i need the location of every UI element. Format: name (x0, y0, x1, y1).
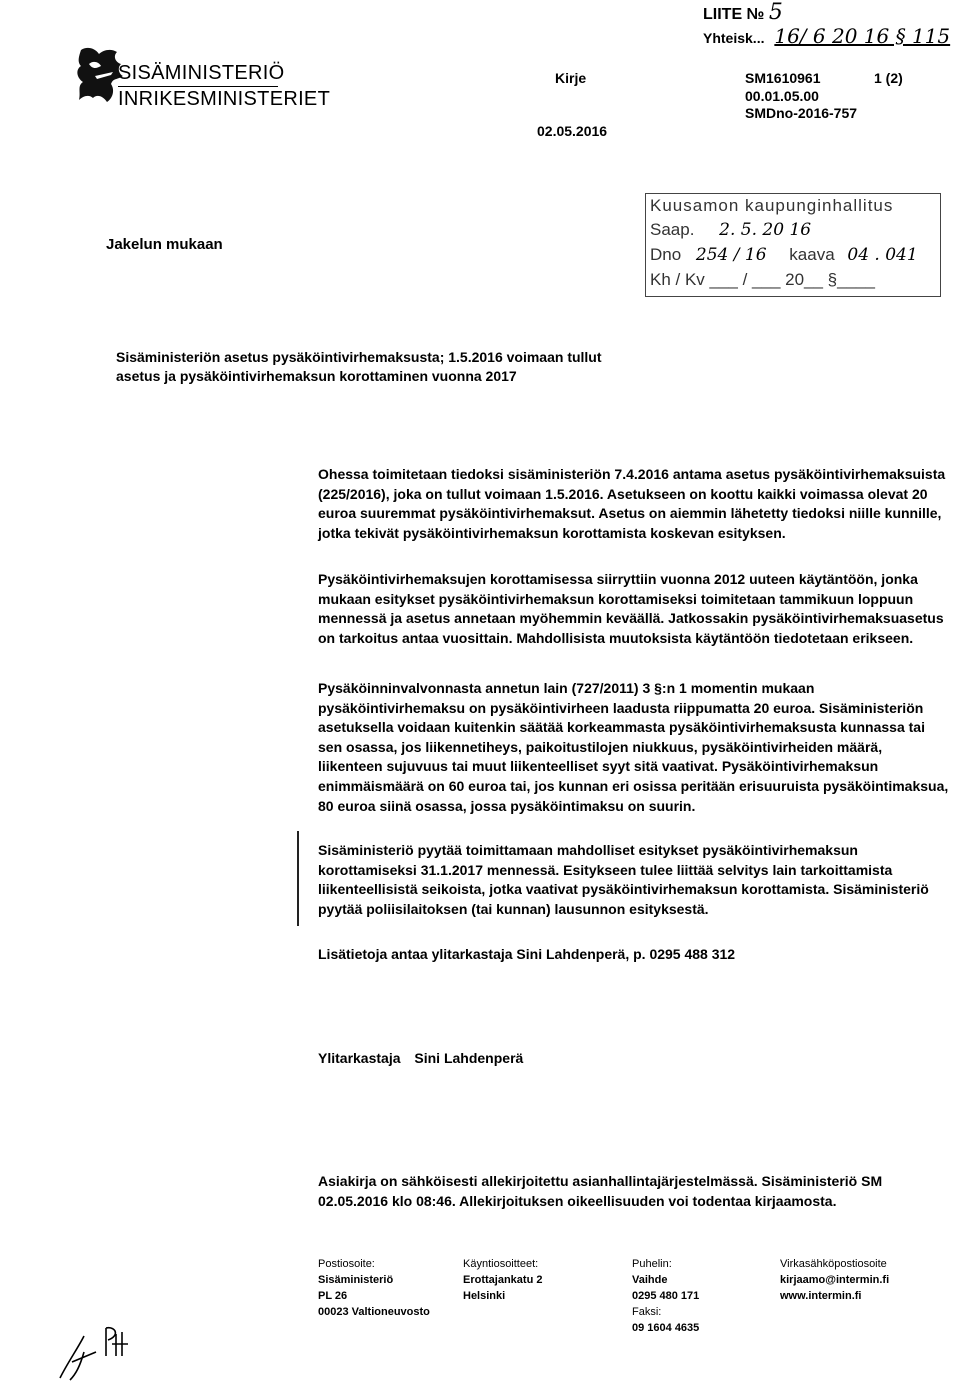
document-type: Kirje (555, 70, 587, 86)
stamp-dno-label: Dno (650, 245, 682, 264)
stamp-line-decision: Kh / Kv ___ / ___ 20__ §____ (650, 270, 875, 289)
liite-number: 5 (768, 0, 783, 25)
footer-email (780, 1256, 889, 1304)
footer-website: www.intermin.fi (780, 1290, 862, 1302)
subject-line-1: Sisäministeriön asetus pysäköintivirhemaksusta; 1.5.2016 voimaan tullut (116, 349, 602, 365)
footer-visiting-label: Käyntiosoitteet: (463, 1258, 539, 1270)
paragraph-3: Pysäköinninvalvonnasta annetun lain (727/2011) 3 §:n 1 momentin mukaan pysäköintivirhemaksu on pysäköintivirheen laadusta riippumatta 20 euroa. Sisäministeriön asetuksella voidaan kuitenkin säätää korkeammasta pysäköintivirhemaksusta kunnassa tai sen osassa, jos liikennetiheys, paikoitustilojen niukkuus, pysäköintivirheiden määrä, liikenteen sujuvuus tai muut liikenteelliset syyt sitä vaativat. Pysäköintivirhemaksun enimmäismäärä on 60 euroa tai, jos kunnan eri osissa peritään erisuuruista pysäköintimaksua, 80 euroa siinä osassa, jossa pysäköintimaksu on suurin. (318, 680, 949, 814)
footer-postal-address (318, 1256, 430, 1320)
signature-block (318, 1050, 523, 1066)
footer-visiting-address (463, 1256, 542, 1304)
handwritten-initials-icon (50, 1322, 150, 1382)
page-count: 1 (2) (874, 70, 903, 86)
liite-stamp (703, 0, 783, 25)
meeting-reference (703, 24, 950, 48)
paragraph-4: Sisäministeriö pyytää toimittamaan mahdolliset esitykset pysäköintivirhemaksun korottamiseksi 31.1.2017 mennessä. Esitykseen tulee liittää selvitys lain tarkoittamista liikenteellisistä seikoista, jotka vaativat pysäköintivirhemaksun korottamista. Sisäministeriö pyytää poliisilaitoksen (tai kunnan) lausunnon esityksestä. (318, 842, 929, 917)
paragraph-2: Pysäköintivirhemaksujen korottamisessa siirryttiin vuonna 2012 uuteen käytäntöön, jonka mukaan esitykset pysäköintivirhemaksun korottamiseksi toimitetaan tammikuun loppuun mennessä ja asetus annetaan myöhemmin keväällä. Jatkossakin pysäköintivirhemaksuasetus on tarkoitus antaa vuosittain. Mahdollisista muutoksista käytäntöön tiedotetaan erikseen. (318, 571, 944, 646)
margin-mark (297, 831, 299, 926)
org-divider (118, 86, 278, 87)
org-name-fi: SISÄMINISTERIÖ (118, 62, 285, 84)
stamp-line-dno (650, 245, 918, 265)
footer-email-address: kirjaamo@intermin.fi (780, 1274, 890, 1286)
document-date: 02.05.2016 (537, 123, 608, 139)
yhteis-handwritten: 16/ 6 20 16 § 115 (774, 24, 951, 48)
footer-visiting-line-2: Helsinki (463, 1290, 506, 1302)
stamp-kaava-label: kaava (789, 245, 835, 264)
reference-number: SM1610961 (745, 70, 821, 86)
footer-fax-number: 09 1604 4635 (632, 1322, 700, 1334)
stamp-kaava-value: 04 . 041 (847, 245, 918, 265)
footer-phone-line-2: 0295 480 171 (632, 1290, 700, 1302)
footer-postal-line-2: PL 26 (318, 1290, 348, 1302)
footer-fax-label: Faksi: (632, 1306, 662, 1318)
footer-postal-label: Postiosoite: (318, 1258, 375, 1270)
footer-phone (632, 1256, 699, 1336)
recipient: Jakelun mukaan (106, 236, 223, 253)
liite-label: LIITE № (703, 6, 765, 23)
paragraph-1: Ohessa toimitetaan tiedoksi sisäministeriön 7.4.2016 antama asetus pysäköintivirhemaksuista (225/2016), joka on tullut voimaan 1.5.2016. Asetukseen on koottu kaikki voimassa olevat 20 euroa suuremmat pysäköintivirhemaksut. Asetus on aiemmin lähetetty tiedoksi niille kunnille, jotka tekivät pysäköintivirhemaksun korottamista koskevan esityksen. (318, 466, 946, 541)
contact-info: Lisätietoja antaa ylitarkastaja Sini Lahdenperä, p. 0295 488 312 (318, 946, 736, 962)
registry-stamp (645, 193, 941, 297)
footer-email-label: Virkasähköpostiosoite (780, 1258, 887, 1270)
footer-postal-line-3: 00023 Valtioneuvosto (318, 1306, 430, 1318)
footer-postal-line-1: Sisäministeriö (318, 1274, 394, 1286)
signer-name: Sini Lahdenperä (414, 1050, 524, 1066)
electronic-signature-note: Asiakirja on sähköisesti allekirjoitettu asianhallintajärjestelmässä. Sisäministeriö SM 02.05.2016 klo 08:46. Allekirjoituksen oikeellisuuden voi todentaa kirjaamosta. (318, 1173, 883, 1209)
footer-phone-label: Puhelin: (632, 1258, 672, 1270)
subject-line-2: asetus ja pysäköintivirhemaksun korottaminen vuonna 2017 (116, 368, 517, 384)
stamp-line-municipality: Kuusamon kaupunginhallitus (650, 196, 894, 215)
classification-code: 00.01.05.00 (745, 88, 819, 104)
org-name-sv: INRIKESMINISTERIET (118, 88, 331, 110)
stamp-dno-value: 254 / 16 (695, 245, 767, 265)
yhteis-label: Yhteisk... (703, 30, 765, 46)
footer-visiting-line-1: Erottajankatu 2 (463, 1274, 543, 1286)
record-number: SMDno-2016-757 (745, 105, 858, 121)
footer-phone-line-1: Vaihde (632, 1274, 668, 1286)
stamp-line-received (650, 220, 811, 240)
signer-title: Ylitarkastaja (318, 1050, 401, 1066)
stamp-received-label: Saap. (650, 220, 695, 239)
stamp-received-value: 2. 5. 20 16 (719, 220, 812, 240)
